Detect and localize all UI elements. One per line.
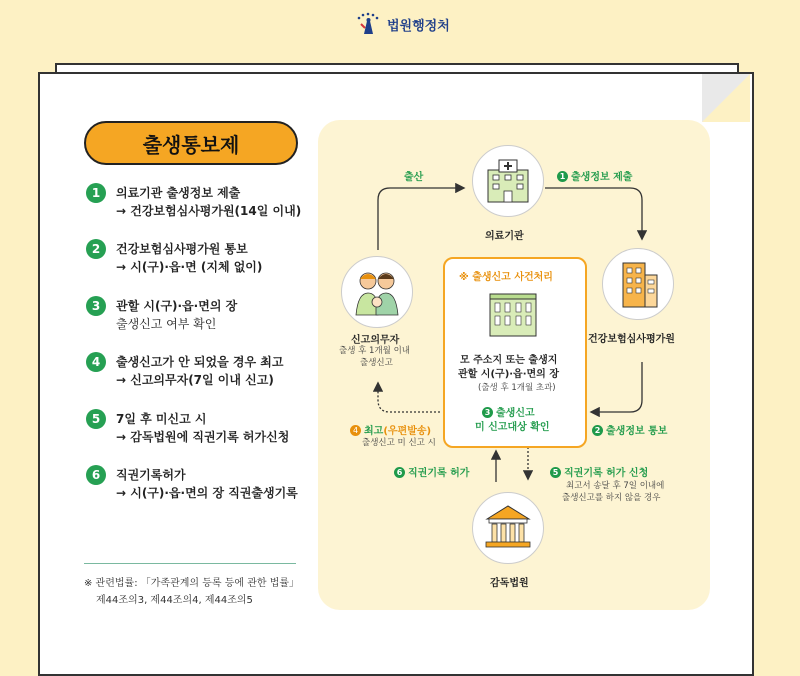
label-notify-text: 출생정보 통보 (606, 426, 668, 437)
step-title: 의료기관 출생정보 제출 (116, 186, 241, 200)
label-demand-mail: (우편발송) (383, 426, 432, 437)
reporter-circle (341, 256, 413, 328)
label-permit (394, 464, 469, 479)
hospital-building-icon (473, 146, 543, 216)
step-title: 7일 후 미신고 시 (116, 412, 207, 426)
step-badge: 6 (394, 467, 405, 478)
label-request-sub1: 최고서 송달 후 7일 이내에 (566, 481, 665, 491)
city-hall-icon (484, 288, 542, 338)
step-detail: → 시(구)·읍·면 (지체 없이) (116, 260, 263, 274)
hospital-label: 의료기관 (485, 231, 524, 242)
reporter-label: 신고의무자 (351, 335, 400, 346)
step-title: 직권기록허가 (116, 468, 186, 482)
legal-note-line1: ※ 관련법률: 「가족관계의 등록 등에 관한 법률」 (84, 578, 300, 589)
arrow-notify (592, 362, 642, 412)
step-title: 건강보험심사평가원 통보 (116, 242, 248, 256)
center-step (482, 404, 535, 419)
center-title1: 모 주소지 또는 출생지 (460, 355, 558, 366)
label-demand (350, 422, 431, 437)
step-badge: 5 (550, 467, 561, 478)
step-badge: 4 (350, 425, 361, 436)
reporter-sub2: 출생신고 (360, 358, 393, 368)
center-title2: 관할 시(구)·읍·면의 장 (458, 369, 559, 380)
step-number: 1 (86, 183, 106, 203)
step-number: 6 (86, 465, 106, 485)
hira-circle (602, 248, 674, 320)
center-sub: (출생 후 1개월 초과) (478, 383, 556, 393)
step-detail: → 신고의무자(7일 이내 신고) (116, 373, 274, 387)
reporter-sub1: 출생 후 1개월 이내 (339, 346, 410, 356)
org-name: 법원행정처 (387, 18, 450, 34)
step-number: 2 (86, 239, 106, 259)
court-label: 감독법원 (490, 578, 529, 589)
label-demand-text: 최고 (364, 426, 384, 437)
label-demand-sub: 출생신고 미 신고 시 (362, 438, 436, 448)
page-title: 출생통보제 (84, 121, 298, 165)
step-number: 4 (86, 352, 106, 372)
arrow-birth (378, 188, 463, 250)
center-step2: 미 신고대상 확인 (475, 422, 550, 433)
step-detail: → 시(구)·읍·면의 장 직권출생기록 (116, 486, 298, 500)
courthouse-icon (473, 493, 543, 563)
hospital-circle (472, 145, 544, 217)
step-detail: → 감독법원에 직권기록 허가신청 (116, 430, 290, 444)
step-title: 출생신고가 안 되었을 경우 최고 (116, 355, 284, 369)
label-request-text: 직권기록 허가 신청 (564, 468, 649, 479)
label-birth: 출산 (404, 172, 424, 183)
step-badge: 3 (482, 407, 493, 418)
label-request-sub2: 출생신고를 하지 않을 경우 (562, 493, 661, 503)
center-step1: 출생신고 (496, 408, 535, 419)
step-detail: 출생신고 여부 확인 (116, 317, 217, 331)
step-badge: 1 (557, 171, 568, 182)
center-header: ※ 출생신고 사건처리 (459, 272, 553, 283)
legal-note-line2: 제44조의3, 제44조의4, 제44조의5 (96, 595, 253, 606)
label-permit-text: 직권기록 허가 (408, 468, 470, 479)
label-notify (592, 422, 667, 437)
hira-label: 건강보험심사평가원 (588, 334, 675, 345)
court-circle (472, 492, 544, 564)
label-request (550, 464, 648, 479)
step-number: 5 (86, 409, 106, 429)
arrow-submit (545, 188, 642, 238)
step-number: 3 (86, 296, 106, 316)
arrow-demand (378, 384, 440, 412)
label-submit-text: 출생정보 제출 (571, 172, 633, 183)
office-building-icon (603, 249, 673, 319)
label-submit (557, 168, 632, 183)
family-icon (342, 257, 412, 327)
step-detail: → 건강보험심사평가원(14일 이내) (116, 204, 302, 218)
step-title: 관할 시(구)·읍·면의 장 (116, 299, 238, 313)
step-badge: 2 (592, 425, 603, 436)
